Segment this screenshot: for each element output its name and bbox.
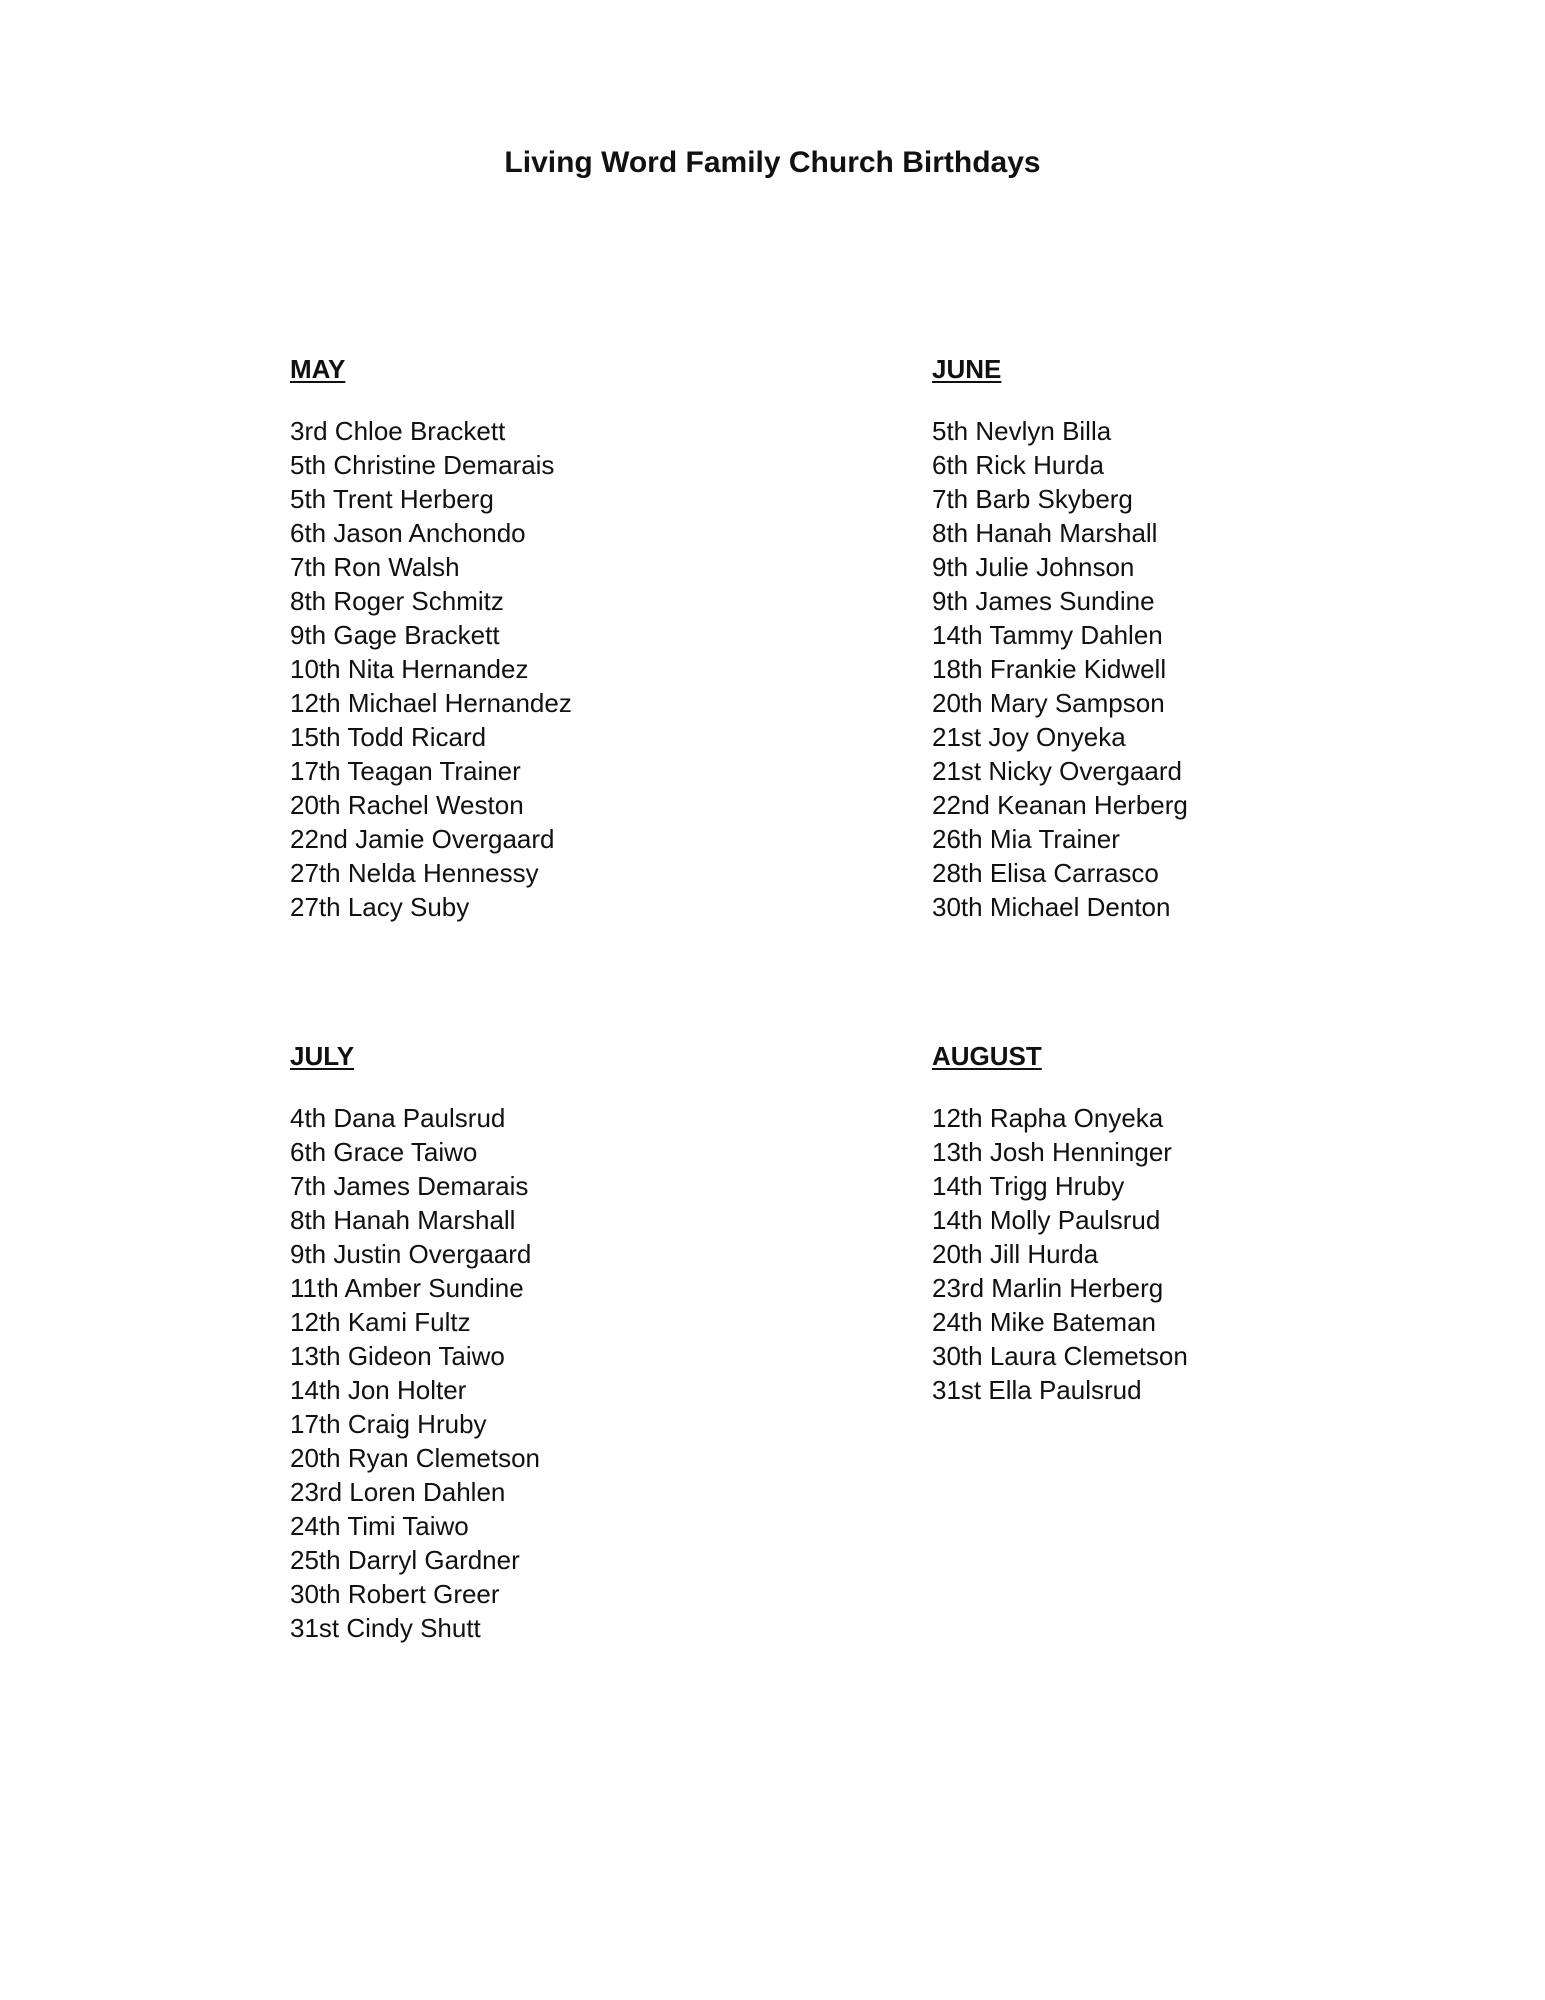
birthday-entry: 18th Frankie Kidwell [932,654,1167,684]
birthday-entry: 23rd Marlin Herberg [932,1273,1164,1303]
birthday-entry: 14th Jon Holter [290,1375,467,1405]
birthday-entry: 24th Timi Taiwo [290,1511,469,1541]
birthday-list-june [932,414,1188,924]
birthday-entry: 24th Mike Bateman [932,1307,1157,1337]
birthday-entry: 12th Michael Hernandez [290,688,572,718]
birthday-entry: 20th Ryan Clemetson [290,1443,541,1473]
birthday-entry: 27th Nelda Hennessy [290,858,539,888]
month-section-july [290,1039,540,1645]
birthday-entry: 30th Michael Denton [932,892,1171,922]
birthday-entry: 14th Trigg Hruby [932,1171,1125,1201]
birthday-entry: 28th Elisa Carrasco [932,858,1159,888]
birthday-entry: 21st Nicky Overgaard [932,756,1182,786]
birthday-entry: 9th Gage Brackett [290,620,500,650]
birthday-entry: 6th Jason Anchondo [290,518,526,548]
birthday-list-may [290,414,572,924]
birthday-entry: 30th Laura Clemetson [932,1341,1188,1371]
month-section-august [932,1039,1188,1407]
birthday-entry: 9th James Sundine [932,586,1155,616]
month-heading-june: JUNE [932,354,1002,384]
birthday-entry: 7th Barb Skyberg [932,484,1133,514]
birthday-entry: 4th Dana Paulsrud [290,1103,506,1133]
birthday-entry: 10th Nita Hernandez [290,654,529,684]
birthday-entry: 17th Teagan Trainer [290,756,521,786]
birthday-entry: 13th Josh Henninger [932,1137,1172,1167]
birthday-entry: 27th Lacy Suby [290,892,470,922]
birthday-entry: 20th Jill Hurda [932,1239,1099,1269]
birthday-entry: 3rd Chloe Brackett [290,416,506,446]
birthday-entry: 7th James Demarais [290,1171,529,1201]
birthday-entry: 13th Gideon Taiwo [290,1341,505,1371]
birthday-entry: 14th Molly Paulsrud [932,1205,1161,1235]
page-title: Living Word Family Church Birthdays [504,146,1041,179]
birthday-entry: 22nd Jamie Overgaard [290,824,555,854]
birthday-list-august [932,1101,1188,1407]
birthday-entry: 20th Rachel Weston [290,790,524,820]
month-heading-may: MAY [290,354,346,384]
birthday-entry: 11th Amber Sundine [290,1273,524,1303]
month-section-may [290,352,572,924]
birthday-entry: 15th Todd Ricard [290,722,487,752]
birthday-entry: 5th Nevlyn Billa [932,416,1112,446]
birthday-entry: 5th Christine Demarais [290,450,555,480]
birthday-entry: 31st Cindy Shutt [290,1613,481,1643]
month-heading-july: JULY [290,1041,355,1071]
birthday-entry: 8th Hanah Marshall [932,518,1158,548]
birthday-entry: 31st Ella Paulsrud [932,1375,1142,1405]
birthday-entry: 22nd Keanan Herberg [932,790,1188,820]
birthday-entry: 25th Darryl Gardner [290,1545,520,1575]
birthday-entry: 30th Robert Greer [290,1579,500,1609]
month-section-june [932,352,1188,924]
month-heading-august: AUGUST [932,1041,1042,1071]
birthday-entry: 26th Mia Trainer [932,824,1120,854]
birthday-entry: 23rd Loren Dahlen [290,1477,506,1507]
birthday-entry: 8th Roger Schmitz [290,586,504,616]
birthday-entry: 12th Rapha Onyeka [932,1103,1164,1133]
birthday-entry: 6th Grace Taiwo [290,1137,478,1167]
birthday-entry: 20th Mary Sampson [932,688,1165,718]
birthday-entry: 7th Ron Walsh [290,552,460,582]
birthday-entry: 21st Joy Onyeka [932,722,1126,752]
birthday-entry: 8th Hanah Marshall [290,1205,516,1235]
birthday-entry: 14th Tammy Dahlen [932,620,1163,650]
birthday-list-july [290,1101,540,1645]
birthday-entry: 6th Rick Hurda [932,450,1104,480]
birthday-entry: 17th Craig Hruby [290,1409,487,1439]
birthday-entry: 5th Trent Herberg [290,484,494,514]
birthday-entry: 9th Justin Overgaard [290,1239,532,1269]
birthday-entry: 9th Julie Johnson [932,552,1135,582]
birthday-entry: 12th Kami Fultz [290,1307,471,1337]
